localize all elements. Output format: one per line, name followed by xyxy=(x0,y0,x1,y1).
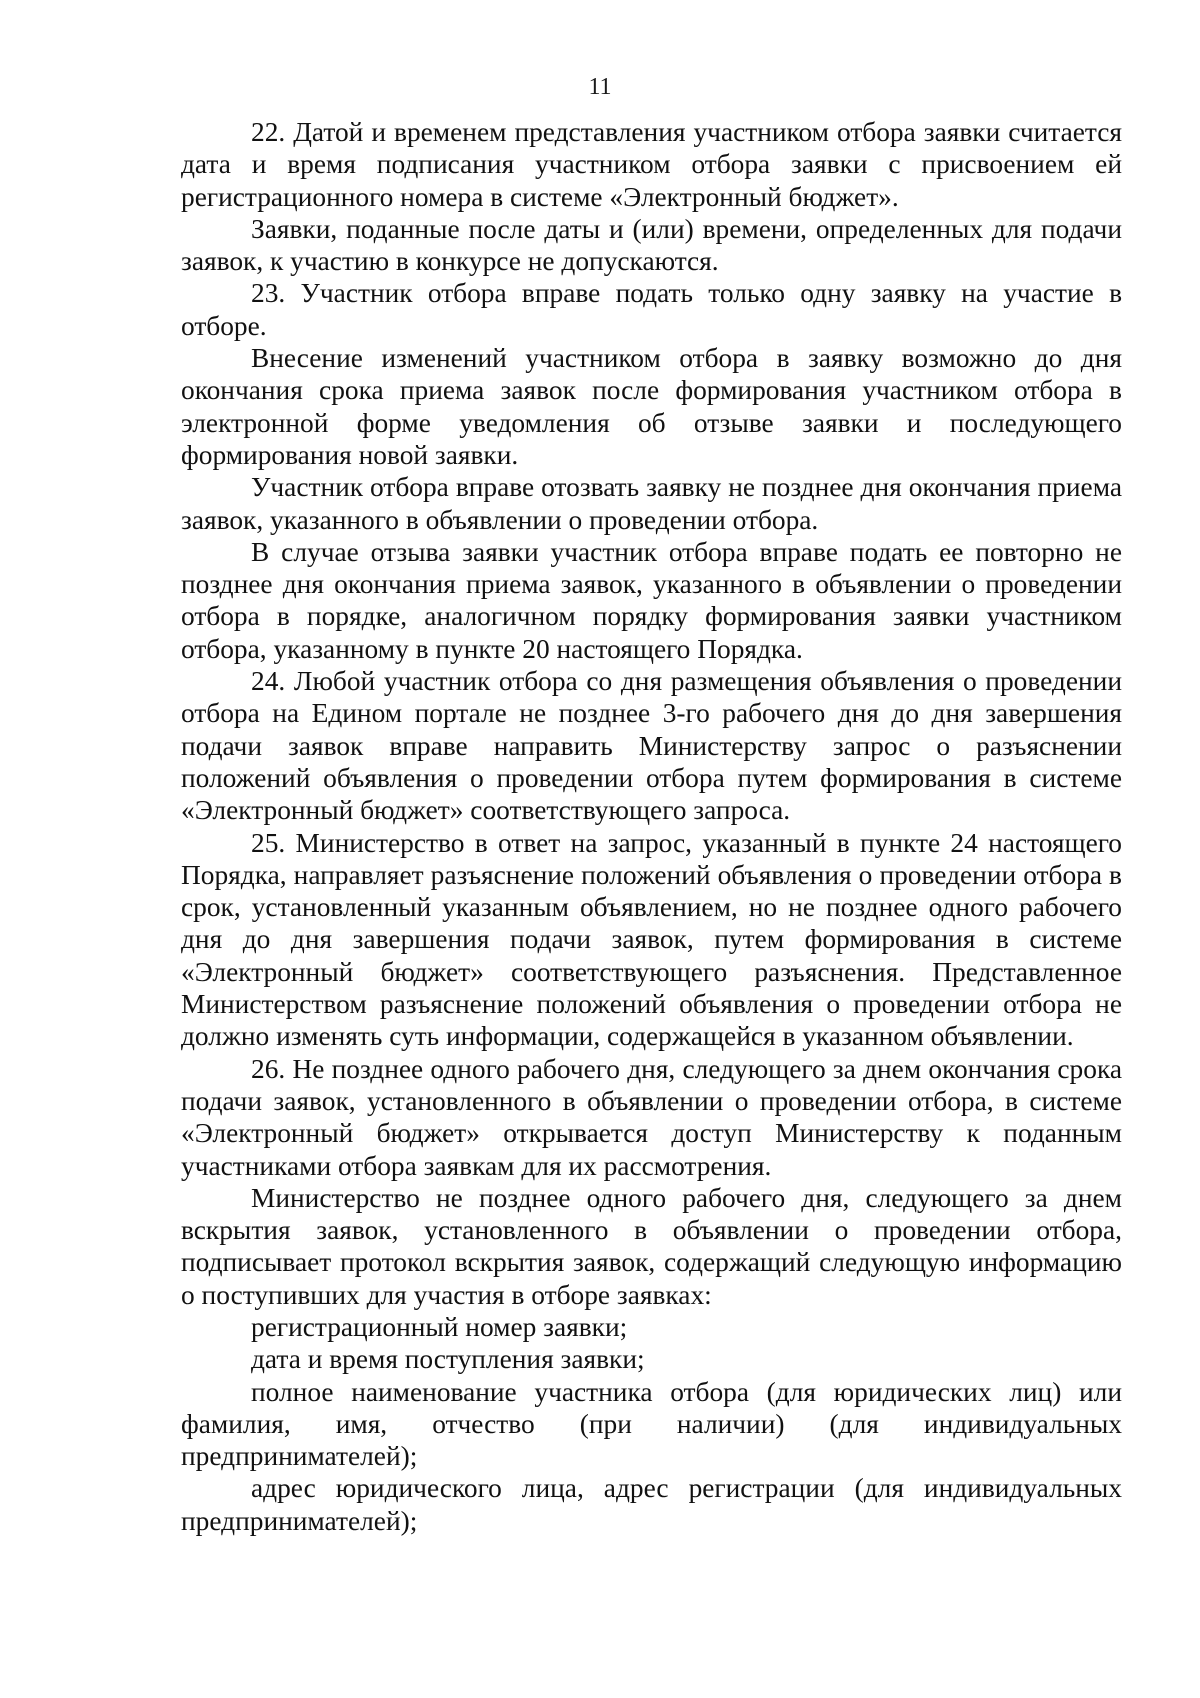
paragraph-protocol: Министерство не позднее одного рабочего дня, следующего за днем вскрытия заявок, установленного в объявлении о проведении отбора, подписывает протокол вскрытия заявок, содержащий следующую информацию о поступивших для участия в отборе заявках: xyxy=(181,1182,1122,1310)
paragraph-24: 24. Любой участник отбора со дня размещения объявления о проведении отбора на Едином портале не позднее 3-го рабочего дня до дня завершения подачи заявок вправе направить Министерству запрос о разъяснении положений объявления о проведении отбора путем формирования в системе «Электронный бюджет» соответствующего запроса. xyxy=(181,666,1122,826)
paragraph-25: 25. Министерство в ответ на запрос, указанный в пункте 24 настоящего Порядка, направляет разъяснение положений объявления о проведении отбора в срок, установленный указанным объявлением, но не позднее одного рабочего дня до дня завершения подачи заявок, путем формирования в системе «Электронный бюджет» соответствующего разъяснения. Представленное Министерством разъяснение положений объявления о проведении отбора не должно изменять суть информации, содержащейся в указанном объявлении. xyxy=(181,827,1122,1052)
paragraph-withdrawal: Участник отбора вправе отозвать заявку не позднее дня окончания приема заявок, указанного в объявлении о проведении отбора. xyxy=(181,472,1122,535)
list-item: адрес юридического лица, адрес регистрации (для индивидуальных предпринимателей); xyxy=(181,1473,1122,1536)
list-item: регистрационный номер заявки; xyxy=(251,1311,628,1342)
paragraph-22: 22. Датой и временем представления участником отбора заявки считается дата и время подписания участником отбора заявки с присвоением ей регистрационного номера в системе «Электронный бюджет». xyxy=(181,117,1122,212)
list-item: дата и время поступления заявки; xyxy=(251,1344,645,1375)
page-number: 11 xyxy=(588,74,612,100)
paragraph-resubmission: В случае отзыва заявки участник отбора вправе подать ее повторно не позднее дня окончания приема заявок, указанного в объявлении о проведении отбора в порядке, аналогичном порядку формирования заявки участником отбора, указанному в пункте 20 настоящего Порядка. xyxy=(181,536,1122,664)
document-body xyxy=(181,116,1122,1537)
paragraph-changes: Внесение изменений участником отбора в заявку возможно до дня окончания срока приема заявок после формирования участником отбора в электронной форме уведомления об отзыве заявки и последующего формирования новой заявки. xyxy=(181,343,1122,470)
paragraph-23: 23. Участник отбора вправе подать только одну заявку на участие в отборе. xyxy=(181,278,1122,341)
paragraph-26: 26. Не позднее одного рабочего дня, следующего за днем окончания срока подачи заявок, установленного в объявлении о проведении отбора, в системе «Электронный бюджет» открывается доступ Министерству к поданным участниками отбора заявкам для их рассмотрения. xyxy=(181,1053,1122,1181)
paragraph-late-applications: Заявки, поданные после даты и (или) времени, определенных для подачи заявок, к участию в конкурсе не допускаются. xyxy=(181,213,1122,277)
list-item: полное наименование участника отбора (для юридических лиц) или фамилия, имя, отчество (при наличии) (для индивидуальных предпринимателей); xyxy=(181,1376,1122,1472)
